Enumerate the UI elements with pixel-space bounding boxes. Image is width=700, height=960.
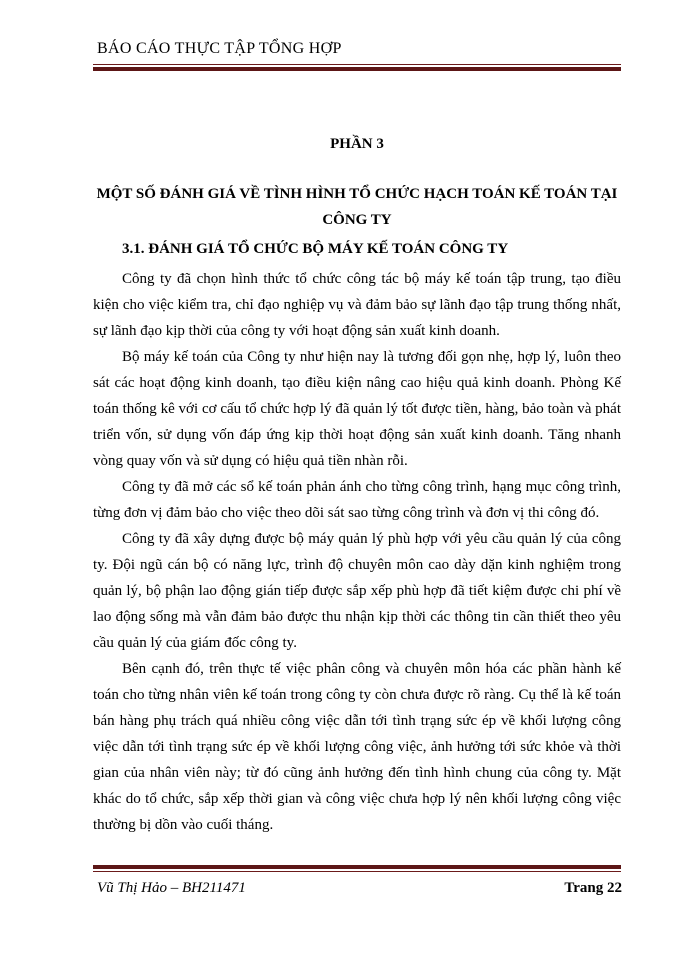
chapter-title: MỘT SỐ ĐÁNH GIÁ VỀ TÌNH HÌNH TỔ CHỨC HẠCH TOÁN KẾ TOÁN TẠI CÔNG TY bbox=[96, 186, 618, 228]
part-title: PHẦN 3 bbox=[330, 136, 384, 152]
paragraph: Công ty đã mở các sổ kế toán phản ánh cho từng công trình, hạng mục công trình, từng đơn vị đảm bảo cho việc theo dõi sát sao từng công trình và đơn vị thi công đó. bbox=[93, 479, 621, 521]
header-title: BÁO CÁO THỰC TẬP TỔNG HỢP bbox=[97, 40, 342, 57]
paragraph: Bộ máy kế toán của Công ty như hiện nay là tương đối gọn nhẹ, hợp lý, luôn theo sát các hoạt động kinh doanh, tạo điều kiện nâng cao hiệu quả kinh doanh. Phòng Kế toán thống kê với cơ cấu tổ chức hợp lý đã quản lý tốt được tiền, hàng, bảo toàn và phát triển vốn, sử dụng vốn đáp ứng kịp thời hoạt động sản xuất kinh doanh. Tăng nhanh vòng quay vốn và sử dụng có hiệu quả tiền nhàn rỗi. bbox=[93, 349, 621, 469]
paragraph: Công ty đã chọn hình thức tổ chức công tác bộ máy kế toán tập trung, tạo điều kiện cho việc kiểm tra, chỉ đạo nghiệp vụ và đảm bảo sự lãnh đạo tập trung thống nhất, sự lãnh đạo kịp thời của công ty với hoạt động sản xuất kinh doanh. bbox=[93, 271, 621, 339]
section-title: 3.1. ĐÁNH GIÁ TỔ CHỨC BỘ MÁY KẾ TOÁN CÔNG TY bbox=[122, 241, 509, 257]
paragraph: Bên cạnh đó, trên thực tế việc phân công và chuyên môn hóa các phần hành kế toán cho từng nhân viên kế toán trong công ty còn chưa được rõ ràng. Cụ thể là kế toán bán hàng phụ trách quá nhiều công việc dẫn tới tình trạng sức ép về khối lượng công việc dẫn tới tình trạng sức ép về khối lượng công việc, ảnh hưởng tới sức khỏe và thời gian của nhân viên này; từ đó cũng ảnh hưởng đến tình hình chung của công ty. Mặt khác do tổ chức, sắp xếp thời gian và công việc chưa hợp lý nên khối lượng công việc thường bị dồn vào cuối tháng. bbox=[93, 661, 621, 833]
paragraph: Công ty đã xây dựng được bộ máy quản lý phù hợp với yêu cầu quản lý của công ty. Đội ngũ cán bộ có năng lực, trình độ chuyên môn cao dày dặn kinh nghiệm trong quản lý, bộ phận lao động gián tiếp được sắp xếp phù hợp đã tiết kiệm được chi phí về lao động sống mà vẫn đảm bảo được thu nhận kịp thời các thông tin cần thiết theo yêu cầu quản lý của giám đốc công ty. bbox=[93, 531, 621, 651]
header-divider bbox=[93, 64, 621, 71]
body-text bbox=[93, 266, 621, 838]
footer-divider bbox=[93, 865, 621, 872]
page-number: Trang 22 bbox=[564, 880, 622, 896]
footer-author: Vũ Thị Hảo – BH211471 bbox=[97, 880, 246, 896]
